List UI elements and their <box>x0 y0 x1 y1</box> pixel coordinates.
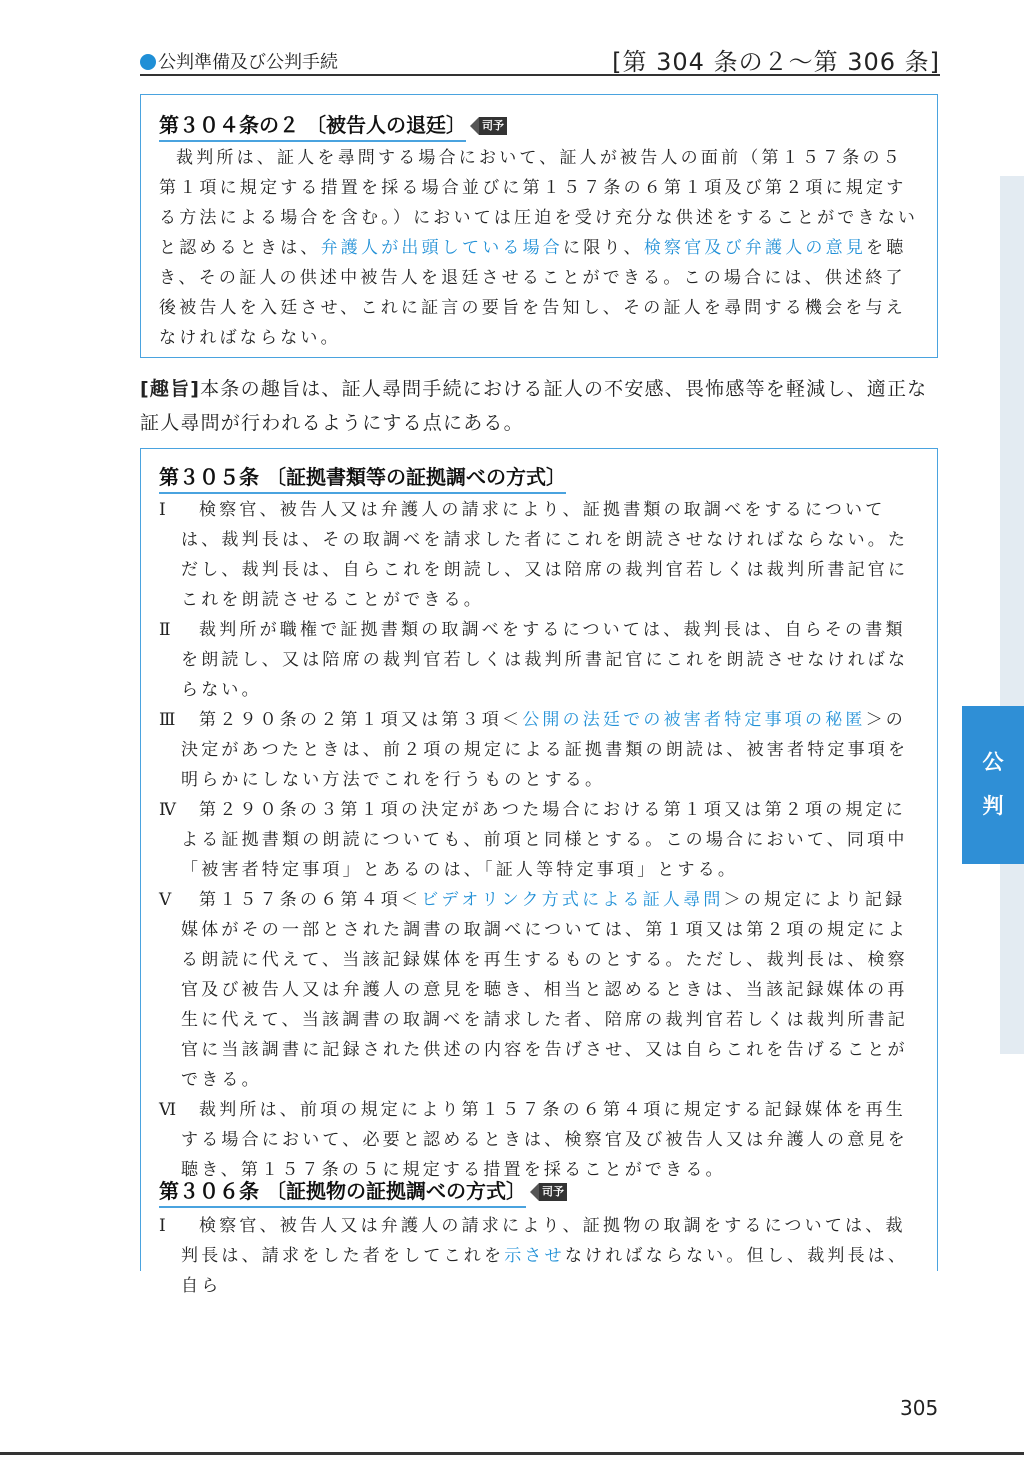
paragraph-number: Ⅲ <box>159 710 179 730</box>
page-header <box>140 40 940 76</box>
text-run: に限り、 <box>563 238 644 258</box>
text-run: なければならない。但し、裁判長は、自ら <box>181 1246 909 1296</box>
exam-tag-label: 司予 <box>479 117 507 135</box>
chapter-tab-char: 公 <box>982 750 1004 774</box>
text-run: 裁判所は、前項の規定により第１５７条の６第４項に規定する記録媒体を再生する場合において、必要と認めるときは、検察官及び被告人又は弁護人の意見を聴き、第１５７条の５に規定する措置を採ることができる。 <box>181 1100 908 1180</box>
article-305-title <box>159 461 566 494</box>
exam-tag <box>470 117 507 135</box>
paragraph-item <box>159 705 923 795</box>
side-strip <box>1000 864 1024 1054</box>
paragraph-text <box>181 1095 923 1185</box>
paragraph-text <box>181 495 923 615</box>
highlighted-phrase: 示させ <box>504 1246 565 1266</box>
article-305-title-text: 第３０５条 〔証拠書類等の証拠調べの方式〕 <box>159 461 566 494</box>
text-run: 第１５７条の６第４項＜ <box>199 890 422 910</box>
paragraph-item <box>159 795 923 885</box>
text-run: ＞の決定があつたときは、前２項の規定による証拠書類の朗読は、被害者特定事項を明らかにしない方法でこれを行うものとする。 <box>181 710 909 790</box>
tag-arrow-icon <box>530 1183 539 1201</box>
paragraph-number: Ⅵ <box>159 1100 180 1120</box>
article-305-box <box>140 448 938 1296</box>
purpose-text: 本条の趣旨は、証人尋問手続における証人の不安感、畏怖感等を軽減し、適正な証人尋問が行われるようにする点にある。 <box>140 378 928 434</box>
text-run: ＞の規定により記録媒体がその一部とされた調書の取調べについては、第１項又は第２項の規定による朗読に代えて、当該記録媒体を再生するものとする。ただし、裁判長は、検察官及び被告人又は弁護人の意見を聴き、相当と認めるときは、当該記録媒体の再生に代えて、当該調書の取調べを請求した者、陪席の裁判官若しくは裁判所書記官に当該調書に記録された供述の内容を告げさせ、又は自らこれを告げることができる。 <box>181 890 908 1090</box>
paragraph-number: Ⅰ <box>159 500 169 520</box>
text-run: 検察官、被告人又は弁護人の請求により、証拠書類の取調べをするについては、裁判長は、その取調べを請求した者にこれを朗読させなければならない。ただし、裁判長は、自らこれを朗読し、又は陪席の裁判官若しくは裁判所書記官にこれを朗読させることができる。 <box>181 500 909 610</box>
bullet-icon <box>140 54 156 70</box>
paragraph-number: Ⅰ <box>159 1216 169 1236</box>
text-run: を聴き、その証人の供述中被告人を退廷させることができる。この場合には、供述終了後被告人を入廷させ、これに証言の要旨を告知し、その証人を尋問する機会を与えなければならない。 <box>159 238 907 348</box>
paragraph-text <box>181 1211 923 1301</box>
paragraph-item <box>159 1095 923 1185</box>
purpose-mark: [趣旨] <box>140 378 201 400</box>
text-run: 検察官、被告人又は弁護人の請求により、証拠物の取調をするについては、裁判長は、請求をした者をしてこれを <box>181 1216 906 1266</box>
article-306-items <box>159 1211 923 1301</box>
highlighted-phrase: 公開の法廷での被害者特定事項の秘匿 <box>522 710 866 730</box>
side-strip <box>1000 176 1024 706</box>
paragraph-item <box>159 1211 923 1301</box>
paragraph-text <box>181 615 923 705</box>
article-304-2-title-text: 第３０４条の２ 〔被告人の退廷〕 <box>159 109 466 142</box>
paragraph-number: Ⅳ <box>159 800 180 820</box>
highlighted-phrase: 検察官及び弁護人の意見 <box>643 238 867 258</box>
text-run: 第２９０条の２第１項又は第３項＜ <box>199 710 523 730</box>
exam-tag-label: 司予 <box>539 1183 567 1201</box>
chapter-index-tab[interactable] <box>962 706 1024 864</box>
paragraph-item <box>159 495 923 615</box>
article-306-title <box>159 1175 567 1208</box>
text-run: 第２９０条の３第１項の決定があつた場合における第１項又は第２項の規定による証拠書類の朗読についても、前項と同様とする。この場合において、同項中「被害者特定事項」とあるのは、「証人等特定事項」とする。 <box>181 800 908 880</box>
article-305-items <box>159 495 923 1185</box>
exam-tag <box>530 1183 567 1201</box>
article-306-title-text: 第３０６条 〔証拠物の証拠調べの方式〕 <box>159 1175 526 1208</box>
article-304-2-box <box>140 94 938 358</box>
purpose-note <box>140 372 940 440</box>
paragraph-number: Ⅱ <box>159 620 174 640</box>
paragraph-item <box>159 615 923 705</box>
paragraph-text <box>181 795 923 885</box>
page-number: 305 <box>900 1396 939 1420</box>
article-304-2-text <box>159 143 921 353</box>
text-run: 裁判所が職権で証拠書類の取調べをするについては、裁判長は、自らその書類を朗読し、又は陪席の裁判官若しくは裁判所書記官にこれを朗読させなければならない。 <box>181 620 909 700</box>
highlighted-phrase: ビデオリンク方式による証人尋問 <box>421 890 724 910</box>
article-range: [第 304 条の２～第 306 条] <box>612 48 940 76</box>
section-label-text: 公判準備及び公判手続 <box>158 52 338 73</box>
paragraph-text <box>181 705 923 795</box>
text-run: 裁判所は、証人を尋問する場合において、証人が被告人の面前（第１５７条の５第１項に規定する措置を採る場合並びに第１５７条の６第１項及び第２項に規定する方法による場合を含む。）においては圧迫を受け充分な供述をすることができないと認めるときは、 <box>159 148 919 258</box>
bottom-rule <box>0 1452 1024 1455</box>
section-label <box>140 48 338 74</box>
paragraph-text <box>181 885 923 1095</box>
highlighted-phrase: 弁護人が出頭している場合 <box>320 238 564 258</box>
paragraph-item <box>159 885 923 1095</box>
chapter-tab-char: 判 <box>982 794 1004 818</box>
header-rule <box>140 74 940 76</box>
article-304-2-title <box>159 109 507 142</box>
tag-arrow-icon <box>470 117 479 135</box>
paragraph-number: Ⅴ <box>159 890 175 910</box>
